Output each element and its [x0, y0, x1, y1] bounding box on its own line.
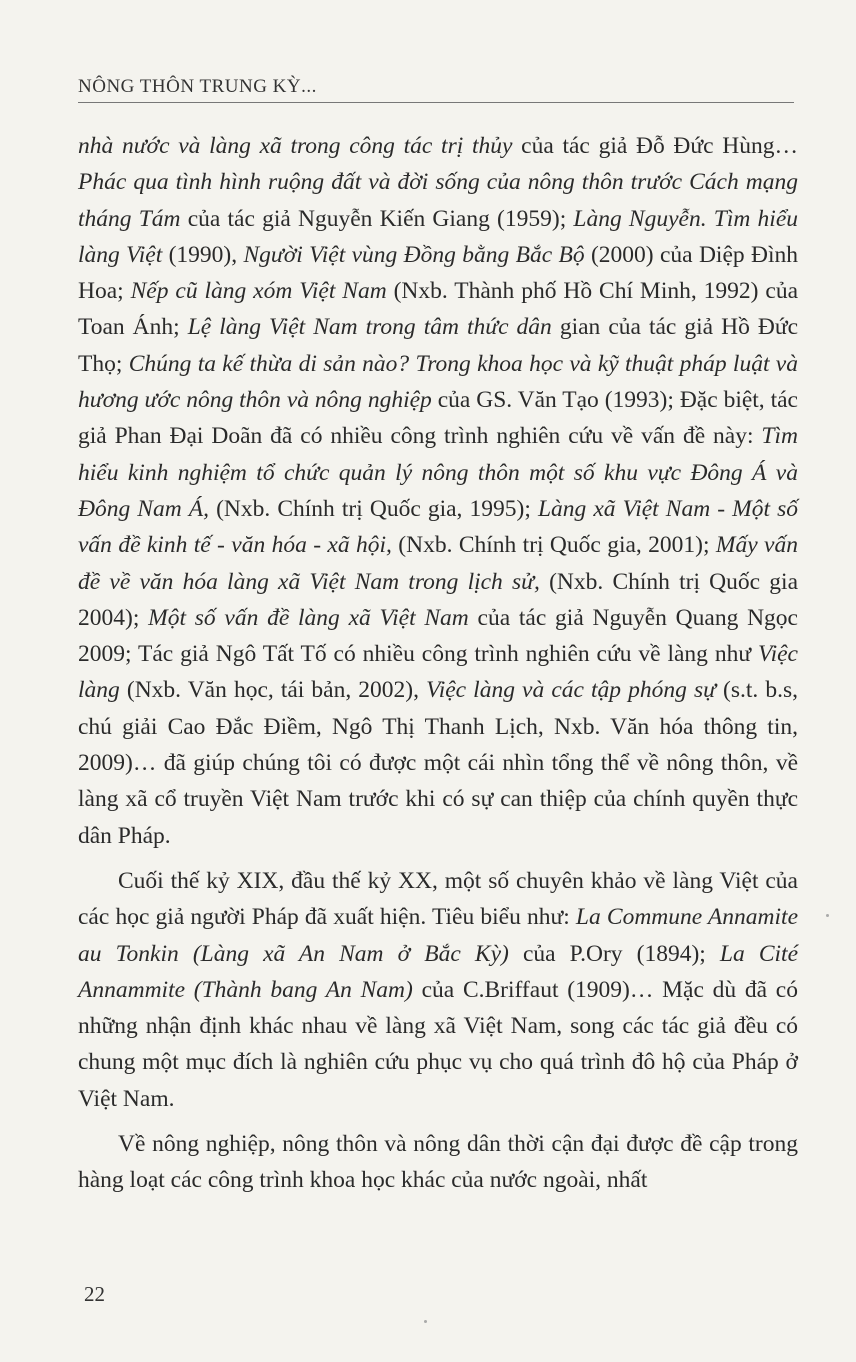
book-title: Một số vấn đề làng xã Việt Nam: [148, 604, 469, 631]
text-run: của tác giả Đỗ Đức Hùng…: [512, 133, 798, 159]
header-rule: [78, 102, 794, 103]
book-title: Phác qua tình hình ruộng đất và đời sống của nông thôn trước Cách mạng tháng Tám: [78, 169, 798, 232]
book-title: nhà nước và làng xã trong công tác trị thủy: [78, 133, 513, 159]
book-title: Chúng ta kế thừa di sản nào? Trong khoa học và kỹ thuật pháp luật và hương ước nông thôn và nông nghiệp: [78, 350, 798, 414]
text-run: gian của tác giả Hồ Đức Thọ;: [78, 314, 799, 377]
book-title: Tìm hiểu kinh nghiệm tổ chức quản lý nông thôn một số khu vực Đông Á và Đông Nam Á,: [78, 423, 798, 522]
text-run: của C.Briffaut (1909)… Mặc dù đã có những nhận định khác nhau về làng xã Việt Nam, song các tác giả đều có chung một mục đích là nghiên cứu phục vụ cho quá trình đô hộ của Pháp ở Việt Nam.: [78, 976, 798, 1112]
paragraph-1: [78, 128, 798, 854]
text-run: của GS. Văn Tạo (1993); Đặc biệt, tác giả Phan Đại Doãn đã có nhiều công trình nghiên cứu về vấn đề này:: [78, 387, 798, 450]
text-run: của tác giả Nguyễn Quang Ngọc 2009; Tác giả Ngô Tất Tố có nhiều công trình nghiên cứu về làng như: [78, 604, 798, 668]
book-title: Nếp cũ làng xóm Việt Nam: [130, 278, 387, 305]
body-text: [78, 128, 798, 1199]
text-run: (2000) của Diệp Đình Hoa;: [78, 241, 798, 305]
text-run: (Nxb. Văn học, tái bản, 2002),: [119, 677, 427, 704]
paper-speck: [424, 1320, 427, 1323]
running-header: NÔNG THÔN TRUNG KỲ...: [78, 76, 317, 97]
paper-speck: [826, 914, 829, 917]
paragraph-2: [78, 863, 798, 1117]
book-title: Người Việt vùng Đồng bằng Bắc Bộ: [243, 241, 585, 268]
book-title: Việc làng: [78, 641, 798, 704]
book-title: Lệ làng Việt Nam trong tâm thức dân: [187, 314, 552, 341]
book-title: La Commune Annamite au Tonkin (Làng xã An Nam ở Bắc Kỳ): [78, 904, 798, 967]
book-title: Làng xã Việt Nam - Một số vấn đề kinh tế - văn hóa - xã hội,: [78, 495, 798, 559]
book-title: Làng Nguyễn. Tìm hiểu làng Việt: [78, 205, 798, 268]
book-title: Mấy vấn đề về văn hóa làng xã Việt Nam trong lịch sử,: [78, 532, 798, 595]
text-run: Cuối thế kỷ XIX, đầu thế kỷ XX, một số chuyên khảo về làng Việt của các học giả người Pháp đã xuất hiện. Tiêu biểu như:: [78, 867, 798, 931]
text-run: của tác giả Nguyễn Kiến Giang (1959);: [180, 205, 574, 232]
text-run: (1990),: [162, 241, 244, 268]
text-run: (Nxb. Chính trị Quốc gia, 2001);: [391, 532, 716, 559]
page-number: 22: [84, 1282, 105, 1306]
paragraph-3: [78, 1126, 798, 1199]
text-run: (Nxb. Chính trị Quốc gia, 1995);: [209, 495, 538, 522]
text-run: (Nxb. Chính trị Quốc gia 2004);: [78, 568, 798, 631]
text-run: (Nxb. Thành phố Hồ Chí Minh, 1992) của Toan Ánh;: [78, 278, 798, 341]
book-title: La Cité Annammite (Thành bang An Nam): [78, 940, 799, 1003]
book-title: Việc làng và các tập phóng sự: [426, 677, 716, 704]
text-run: Về nông nghiệp, nông thôn và nông dân thời cận đại được đề cập trong hàng loạt các công trình khoa học khác của nước ngoài, nhất: [78, 1131, 798, 1194]
text-run: (s.t. b.s, chú giải Cao Đắc Điềm, Ngô Thị Thanh Lịch, Nxb. Văn hóa thông tin, 2009)… đã giúp chúng tôi có được một cái nhìn tổng thể về nông thôn, về làng xã cổ truyền Việt Nam trước khi có sự can thiệp của chính quyền thực dân Pháp.: [78, 677, 799, 849]
text-run: của P.Ory (1894);: [508, 940, 720, 967]
